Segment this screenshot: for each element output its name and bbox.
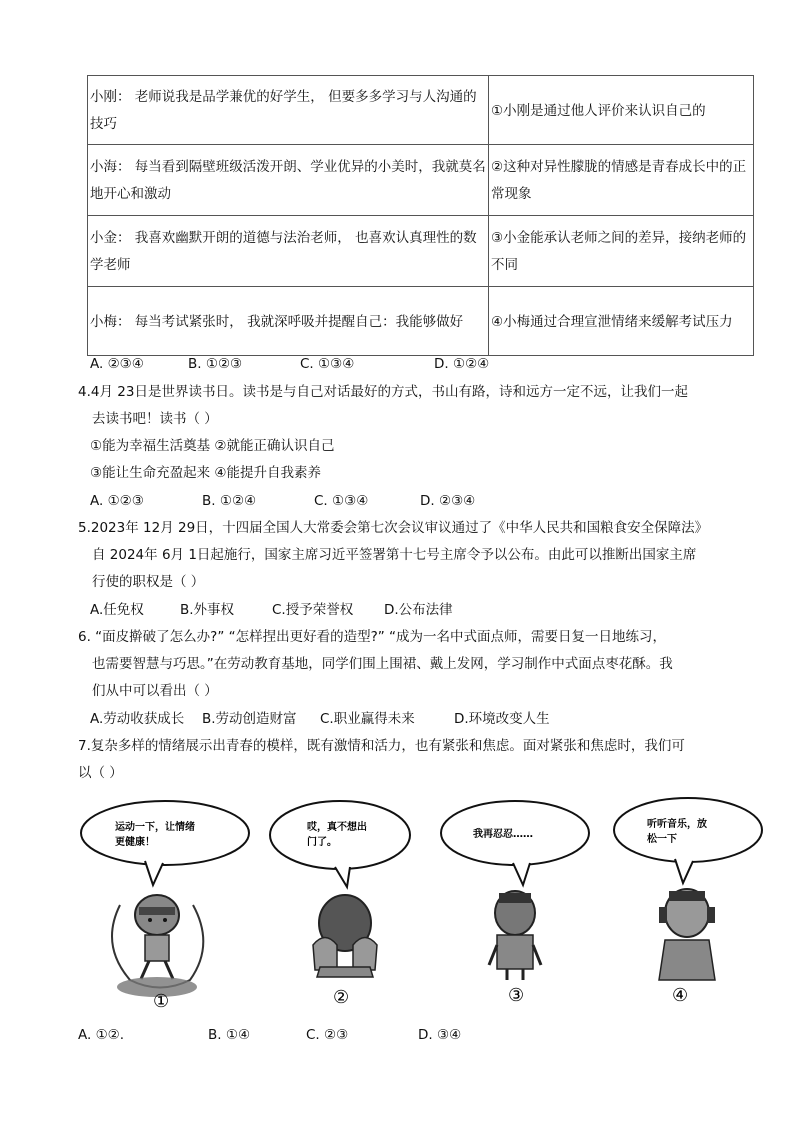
option-a[interactable]: A. ①②. [78, 1027, 125, 1043]
option-d[interactable]: D.环境改变人生 [454, 711, 550, 727]
statement-table [87, 75, 754, 356]
q4-choice-line2: ③能让生命充盈起来 ④能提升自我素养 [90, 465, 321, 481]
option-a[interactable]: A. ①②③ [90, 493, 144, 509]
option-d[interactable]: D. ③④ [418, 1027, 462, 1043]
option-c[interactable]: C.职业赢得未来 [320, 711, 415, 727]
q3-options [90, 354, 489, 374]
table-row [88, 216, 754, 287]
bubble-1-line1: 运动一下，让情绪 [115, 822, 195, 833]
table-cell-statement: 小梅： 每当考试紧张时， 我就深呼吸并提醒自己：我能够做好 [88, 287, 489, 355]
figure-enduring [489, 891, 541, 980]
q6-stem-line1: 6. “面皮擀破了怎么办?” “怎样捏出更好看的造型?” “成为一名中式面点师，需要日复一日地练习， [78, 629, 667, 645]
option-b[interactable]: B.劳动创造财富 [202, 711, 297, 727]
option-c[interactable]: C. ①③④ [300, 356, 355, 372]
option-b[interactable]: B. ①②④ [202, 493, 257, 509]
speech-bubble-4 [614, 798, 762, 883]
option-b[interactable]: B. ①④ [208, 1027, 251, 1043]
option-a[interactable]: A. ②③④ [90, 356, 144, 372]
option-d[interactable]: D. ②③④ [420, 493, 476, 509]
figure-label-4: ④ [672, 985, 689, 1006]
table-row [88, 76, 754, 145]
bubble-1-line2: 更健康！ [115, 837, 155, 848]
option-c[interactable]: C.授予荣誉权 [272, 602, 354, 618]
speech-bubble-2 [270, 801, 410, 887]
speech-bubble-1 [81, 801, 249, 885]
figure-label-1: ① [153, 991, 170, 1012]
q6-options [90, 709, 550, 729]
bubble-2-line1: 哎，真不想出 [307, 822, 367, 833]
table-row [88, 145, 754, 216]
q6-stem-line3: 们从中可以看出（ ） [92, 683, 218, 699]
q4-stem-line2: 去读书吧！读书（ ） [92, 411, 218, 427]
option-c[interactable]: C. ①③④ [314, 493, 369, 509]
table-row [88, 287, 754, 356]
q4-stem-line1: 4.4月 23日是世界读书日。读书是与自己对话最好的方式，书山有路，诗和远方一定不远，让我们一起 [78, 384, 688, 400]
table-cell-analysis: ①小刚是通过他人评价来认识自己的 [489, 76, 754, 144]
table-cell-analysis: ④小梅通过合理宣泄情绪来缓解考试压力 [489, 287, 754, 355]
option-a[interactable]: A.劳动收获成长 [90, 711, 185, 727]
option-d[interactable]: D. ①②④ [434, 356, 490, 372]
option-c[interactable]: C. ②③ [306, 1027, 349, 1043]
speech-bubble-3 [441, 801, 589, 885]
emotion-cartoon-illustration [75, 795, 765, 1015]
table-cell-statement: 小金： 我喜欢幽默开朗的道德与法治老师， 也喜欢认真理性的数学老师 [88, 216, 489, 286]
figure-label-3: ③ [508, 985, 525, 1006]
option-a[interactable]: A.任免权 [90, 602, 144, 618]
figure-covering-face [313, 895, 377, 977]
q5-options [90, 600, 453, 620]
table-cell-statement: 小海： 每当看到隔壁班级活泼开朗、学业优异的小美时，我就莫名地开心和激动 [88, 145, 489, 215]
bubble-3-line1: 我再忍忍…… [473, 829, 533, 840]
q7-options [78, 1025, 461, 1045]
figure-listening-music [659, 889, 715, 980]
table-cell-analysis: ②这种对异性朦胧的情感是青春成长中的正常现象 [489, 145, 754, 215]
q7-stem-line1: 7.复杂多样的情绪展示出青春的模样，既有激情和活力，也有紧张和焦虑。面对紧张和焦虑时，我们可 [78, 738, 685, 754]
figure-label-2: ② [333, 987, 350, 1008]
table-cell-analysis: ③小金能承认老师之间的差异，接纳老师的不同 [489, 216, 754, 286]
figure-jump-rope [112, 895, 203, 997]
q7-stem-line2: 以（ ） [78, 765, 123, 781]
bubble-4-line1: 听听音乐，放 [647, 819, 707, 830]
bubble-4-line2: 松一下 [647, 834, 677, 845]
option-b[interactable]: B.外事权 [180, 602, 235, 618]
option-b[interactable]: B. ①②③ [188, 356, 243, 372]
option-d[interactable]: D.公布法律 [384, 602, 453, 618]
q4-choice-line1: ①能为幸福生活奠基 ②就能正确认识自己 [90, 438, 335, 454]
q5-stem-line1: 5.2023年 12月 29日，十四届全国人大常委会第七次会议审议通过了《中华人民共和国粮食安全保障法》 [78, 520, 709, 536]
q5-stem-line2: 自 2024年 6月 1日起施行，国家主席习近平签署第十七号主席令予以公布。由此可以推断出国家主席 [92, 547, 697, 563]
q4-options [90, 491, 475, 511]
bubble-2-line2: 门了。 [307, 837, 337, 848]
table-cell-statement: 小刚： 老师说我是品学兼优的好学生， 但要多多学习与人沟通的技巧 [88, 76, 489, 144]
q5-stem-line3: 行使的职权是（ ） [92, 574, 205, 590]
q6-stem-line2: 也需要智慧与巧思。”在劳动教育基地，同学们围上围裙、戴上发网，学习制作中式面点枣花酥。我 [92, 656, 673, 672]
